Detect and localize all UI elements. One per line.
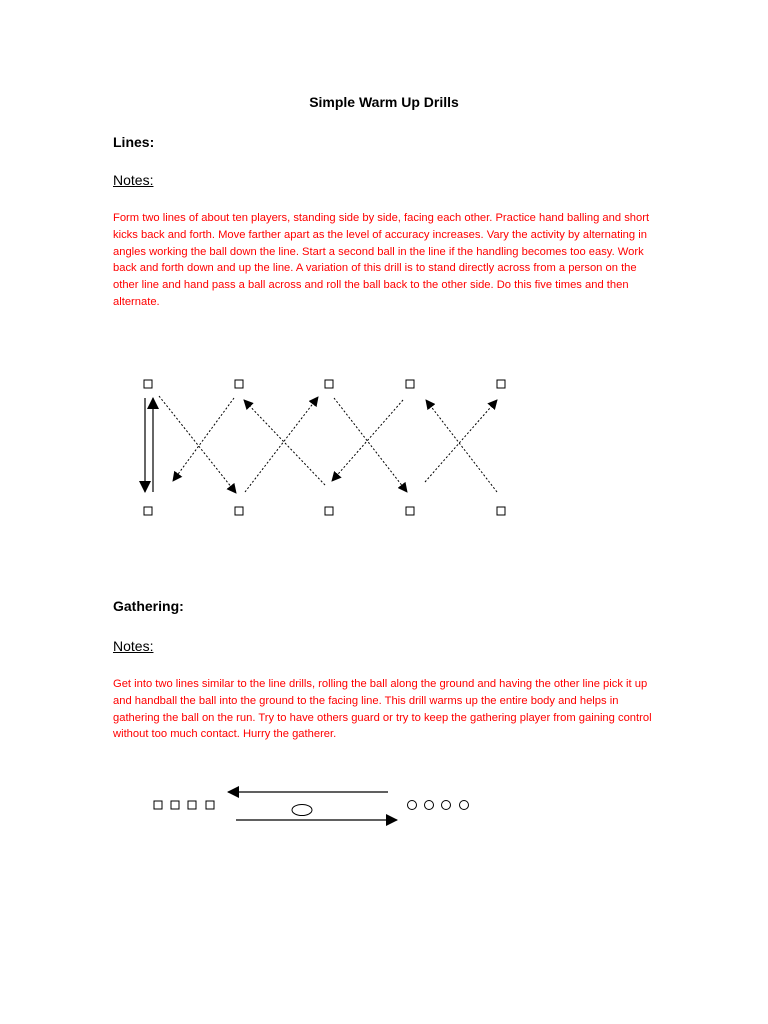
- square-player-icon: [144, 380, 152, 388]
- dotted-arrow-icon: [173, 398, 234, 481]
- lines-drill-diagram: [0, 370, 768, 530]
- circle-player-icon: [442, 801, 451, 810]
- ball-icon: [292, 805, 312, 816]
- square-player-icon: [406, 507, 414, 515]
- gathering-drill-diagram: [0, 780, 768, 840]
- dotted-arrow-icon: [245, 397, 318, 492]
- section-heading-gathering: Gathering:: [113, 598, 184, 614]
- square-player-icon: [206, 801, 214, 809]
- dotted-arrow-icon: [426, 400, 497, 492]
- square-player-icon: [188, 801, 196, 809]
- page-title: Simple Warm Up Drills: [309, 94, 459, 110]
- circle-player-icon: [408, 801, 417, 810]
- circle-player-icon: [425, 801, 434, 810]
- square-player-icon: [144, 507, 152, 515]
- dotted-arrow-icon: [334, 398, 407, 492]
- square-player-icon: [497, 380, 505, 388]
- dotted-arrow-icon: [332, 400, 403, 481]
- square-player-icon: [235, 380, 243, 388]
- square-player-icon: [235, 507, 243, 515]
- notes-label-gathering: Notes:: [113, 638, 154, 654]
- square-player-icon: [325, 380, 333, 388]
- notes-text-lines: Form two lines of about ten players, standing side by side, facing each other. Practice hand balling and short kicks back and forth. Move farther apart as the level of accuracy increases. Vary the activity by alternating in angles working the ball down the line. Start a second ball in the line if the handling becomes too easy. Work back and forth down and up the line. A variation of this drill is to stand directly across from a person on the other line and hand pass a ball across and roll the ball back to the other side. Do this five times and then alternate.: [113, 212, 650, 308]
- square-player-icon: [154, 801, 162, 809]
- section-heading-lines: Lines:: [113, 134, 155, 150]
- square-player-icon: [406, 380, 414, 388]
- notes-text-gathering: Get into two lines similar to the line drills, rolling the ball along the ground and having the other line pick it up and handball the ball into the ground to the facing line. This drill warms up the entire body and helps in gathering the ball on the run. Try to have others guard or try to keep the gathering player from gaining control without too much contact. Hurry the gatherer.: [113, 678, 652, 741]
- notes-label-lines: Notes:: [113, 172, 154, 188]
- dotted-arrow-icon: [244, 400, 325, 485]
- square-player-icon: [171, 801, 179, 809]
- square-player-icon: [325, 507, 333, 515]
- circle-player-icon: [460, 801, 469, 810]
- dotted-arrow-icon: [159, 396, 236, 493]
- square-player-icon: [497, 507, 505, 515]
